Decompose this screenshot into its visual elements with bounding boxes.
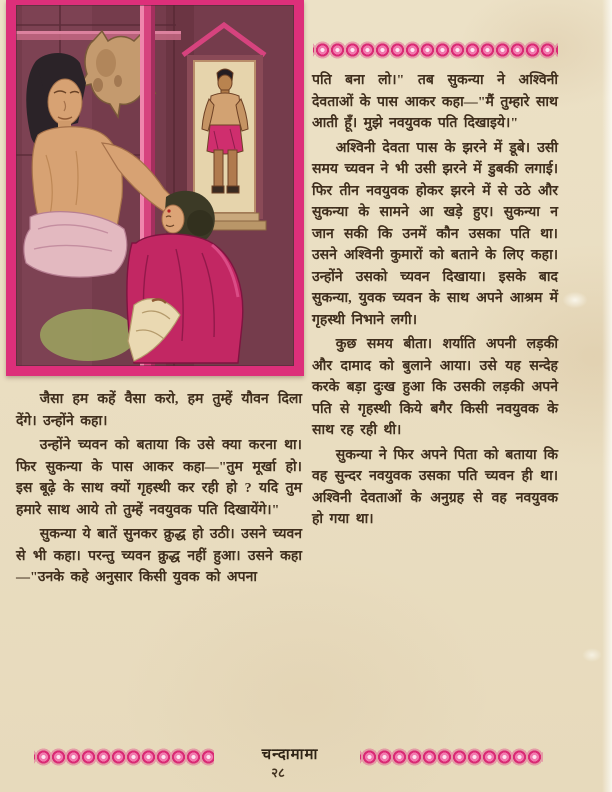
right-text-column (312, 70, 558, 534)
story-paragraph: सुकन्या ने फिर अपने पिता को बताया कि वह सुन्दर नवयुवक उसका पति च्यवन ही था। अश्विनी देवताओं के अनुग्रह से वह नवयुवक हो गया था। (312, 447, 558, 527)
illustration-art-icon (16, 5, 294, 366)
story-paragraph: उन्होंने च्यवन को बताया कि उसे क्या करना था। फिर सुकन्या के पास आकर कहा—"तुम मूर्खा हो। इस बूढ़े के साथ क्यों गृहस्थी कर रही हो ? यदि तुम हमारे साथ आये तो तुम्हें नवयुवक पति दिखायेंगे।" (16, 438, 302, 518)
rosette-border-bottom-right-icon (360, 747, 543, 767)
rosette-border-bottom-left-icon (34, 747, 214, 767)
story-paragraph: कुछ समय बीता। शर्याति अपनी लड़की और दामाद को बुलाने आया। उसे यह सन्देह करके बड़ा दुःख हुआ कि उसकी लड़की अपने पति से गृहस्थी किये बगैर किसी नवयुवक के साथ रह रही थी। (312, 337, 558, 438)
story-illustration (6, 0, 304, 376)
story-paragraph: अश्विनी देवता पास के झरने में डूबे। उसी समय च्यवन ने भी उसी झरने में डुबकी लगाई। फिर तीन नवयुवक होकर झरने में से उठे और सुकन्या के सामने आ खड़े हुए। सुकन्या न जान सकी कि उनमें कौन उसका पति था। उसने अश्विनी कुमारों को बताने के लिए कहा। उन्होंने उसको च्यवन दिखाया। इसके बाद सुकन्या, युवक च्यवन के साथ अपने आश्रम में गृहस्थी निभाने लगी। (312, 140, 558, 328)
rosette-border-top-icon (313, 40, 558, 60)
page-number: २८ (271, 765, 285, 780)
page-edge (602, 0, 612, 792)
magazine-title: चन्दामामा (261, 747, 319, 763)
story-paragraph: जैसा हम कहें वैसा करो, हम तुम्हें यौवन दिला देंगे। उन्होंने कहा। (16, 392, 302, 429)
story-paragraph: पति बना लो।" तब सुकन्या ने अश्विनी देवताओं के पास आकर कहा—"मैं तुम्हारे साथ आती हूँ। मुझे नवयुवक पति दिखाइये।" (312, 73, 558, 131)
left-text-column (16, 389, 302, 592)
story-paragraph: सुकन्या ये बातें सुनकर क्रुद्ध हो उठी। उसने च्यवन से भी कहा। परन्तु च्यवन क्रुद्ध नहीं हुआ। उसने कहा—"उनके कहे अनुसार किसी युवक को अपना (16, 527, 302, 585)
